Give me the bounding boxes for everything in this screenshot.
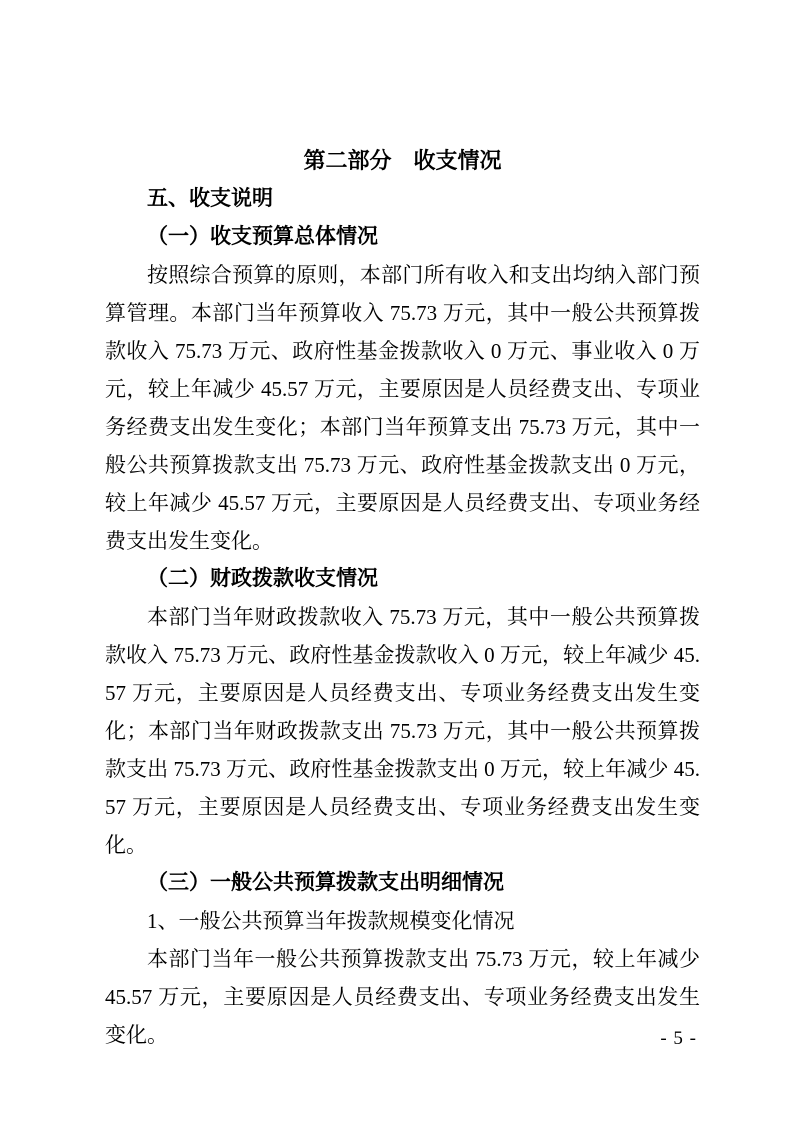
- paragraph-appropriation-scale: 本部门当年一般公共预算拨款支出 75.73 万元，较上年减少 45.57 万元，主要原因是人员经费支出、专项业务经费支出发生变化。: [105, 947, 700, 1047]
- page-number: - 5 -: [660, 1028, 697, 1049]
- subsection-heading-3: （三）一般公共预算拨款支出明细情况: [147, 871, 504, 894]
- item-heading-appropriation-scale: 1、一般公共预算当年拨款规模变化情况: [147, 909, 515, 933]
- subsection-heading-2: （二）财政拨款收支情况: [147, 567, 378, 590]
- paragraph-fiscal-appropriation: 本部门当年财政拨款收入 75.73 万元，其中一般公共预算拨款收入 75.73 万元、政府性基金拨款收入 0 万元，较上年减少 45.57 万元，主要原因是人员经费支出、专项业务经费支出发生变化；本部门当年财政拨款支出 75.73 万元，其中一般公共预算拨款支出 75.73 万元、政府性基金拨款支出 0 万元，较上年减少 45.57 万元，主要原因是人员经费支出、专项业务经费支出发生变化。: [105, 605, 700, 857]
- part-title: 第二部分 收支情况: [303, 148, 502, 173]
- paragraph-overall-budget: 按照综合预算的原则，本部门所有收入和支出均纳入部门预算管理。本部门当年预算收入 75.73 万元，其中一般公共预算拨款收入 75.73 万元、政府性基金拨款收入 0 万元、事业收入 0 万元，较上年减少 45.57 万元，主要原因是人员经费支出、专项业务经费支出发生变化；本部门当年预算支出 75.73 万元，其中一般公共预算拨款支出 75.73 万元、政府性基金拨款支出 0 万元，较上年减少 45.57 万元，主要原因是人员经费支出、专项业务经费支出发生变化。: [105, 263, 700, 553]
- section-heading-five: 五、收支说明: [147, 187, 273, 210]
- subsection-heading-1: （一）收支预算总体情况: [147, 225, 378, 248]
